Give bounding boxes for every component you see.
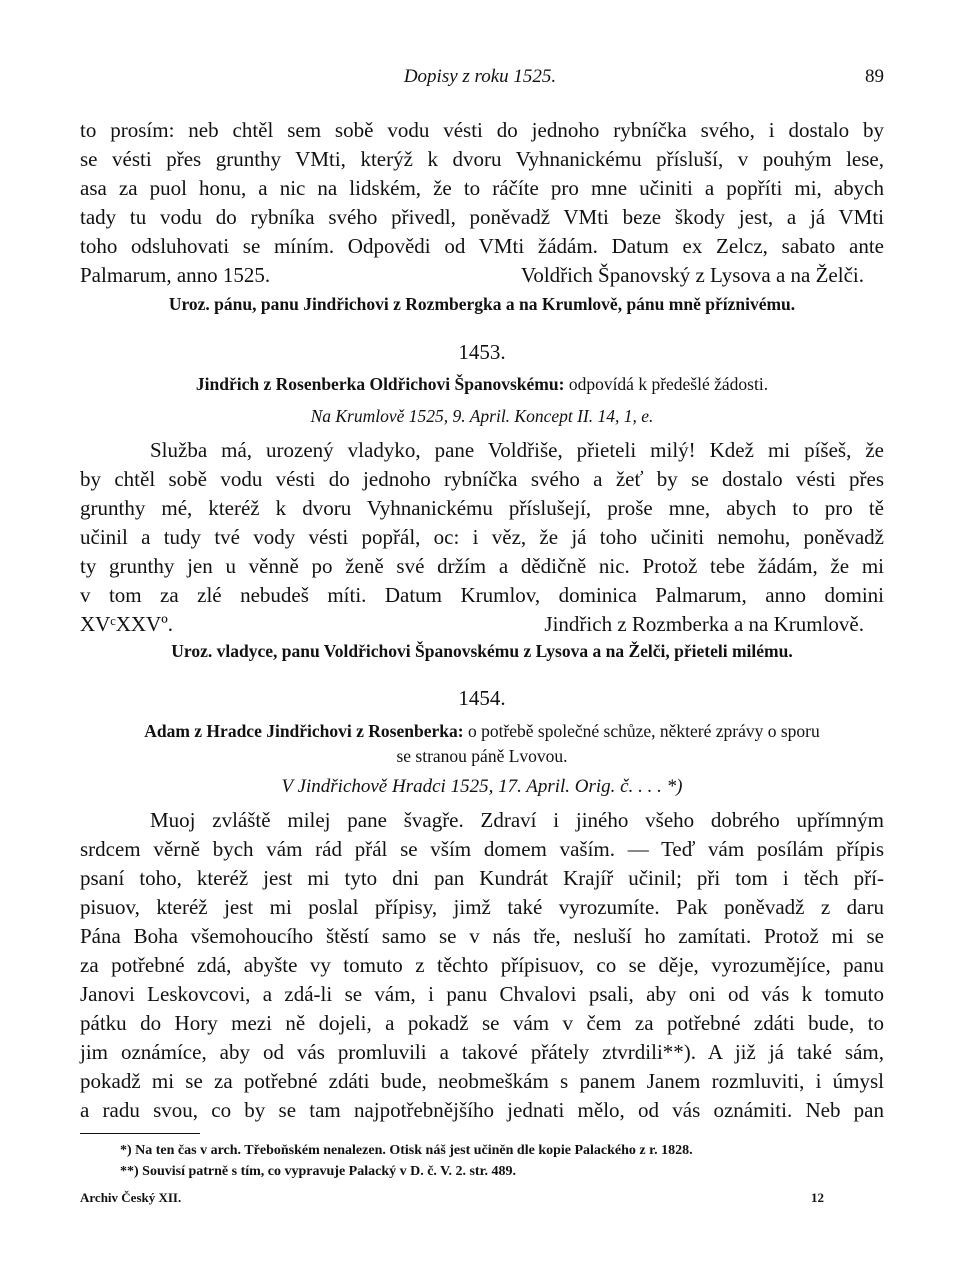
letter-prev-body (80, 116, 884, 290)
footer-sheet-number: 12 (811, 1190, 824, 1205)
closing-line (80, 610, 884, 639)
text-line: psaní toho, kteréž jest mi tyto dni pan Kundrát Krajíř učinil; při tom i těch pří- (80, 866, 884, 890)
text-line: Muoj zvláště milej pane švagře. Zdraví i jiného všeho dobrého upřímným (150, 808, 884, 832)
text-line: a radu svou, co by se tam najpotřebnějšího jednati mělo, od vás oznámiti. Neb pan (80, 1098, 884, 1122)
signature: Voldřich Španovský z Lysova a na Želči. (520, 263, 864, 287)
heading-summary: o potřebě společné schůze, některé zprávy o sporu (467, 721, 820, 741)
text-line: ty grunthy jen u věnně po ženě své držím a dědičně nic. Protož tebe žádám, že mi (80, 554, 884, 578)
text-line: Služba má, urozený vladyko, pane Voldřiše, přieteli milý! Kdež mi píšeš, že (150, 438, 884, 462)
text-line: srdcem věrně bych vám rád přál se vším domem vaším. — Teď vám posílám přípis (80, 837, 884, 861)
text-line: toho odsluhovati se míním. Odpovědi od VMti žádám. Datum ex Zelcz, sabato ante (80, 234, 884, 258)
text-line: tady tu vodu do rybníka svého přivedl, poněvadž VMti beze škody jest, a já VMti (80, 205, 884, 229)
closing-date: Palmarum, anno 1525. (80, 263, 271, 287)
text-line: jim oznámíce, aby od vás promluvili a takové přátely ztvrdili**). A již já také sám, (80, 1040, 884, 1064)
text-line: za potřebné zdá, abyšte vy tomuto z těchto přípisuov, co se děje, vyrozumějíce, panu (80, 953, 884, 977)
footnote: **) Souvisí patrně s tím, co vypravuje Palacký v D. č. V. 2. str. 489. (120, 1164, 517, 1179)
heading-persons: Jindřich z Rosenberka Oldřichovi Španovskému: (195, 374, 565, 394)
closing-date: XVᶜXXVº. (80, 612, 173, 636)
page-number: 89 (865, 66, 884, 87)
page-footer (80, 1190, 884, 1206)
letter-prev-address: Uroz. pánu, panu Jindřichovi z Rozmbergka a na Krumlově, pánu mně příznivému. (168, 294, 796, 314)
text-line: učinil a tudy tvé vody vésti popřál, oc: i věz, že já toho učiniti nemohu, poněvadž (80, 525, 884, 549)
letter-number: 1453. (458, 340, 506, 364)
letter-heading-cont: se stranou páně Lvovou. (396, 746, 568, 766)
text-line: v tom za zlé nebudeš míti. Datum Krumlov, dominica Palmarum, anno domini (80, 583, 884, 607)
letter-1454-body (80, 806, 884, 1125)
signature: Jindřich z Rozmberka a na Krumlově. (544, 612, 864, 636)
letter-heading (80, 721, 884, 742)
text-line: pokadž mi se za potřebné zdáti bude, neobmeškám s panem Janem rozmluviti, i úmysl (80, 1069, 884, 1093)
letter-1453-address: Uroz. vladyce, panu Voldřichovi Španovskému z Lysova a na Želči, přieteli milému. (171, 641, 793, 661)
running-title: Dopisy z roku 1525. (403, 66, 557, 87)
text-line: se vésti přes grunthy VMti, kterýž k dvoru Vyhnanickému přísluší, v pouhým lese, (80, 147, 884, 171)
letter-heading (80, 374, 884, 395)
heading-persons: Adam z Hradce Jindřichovi z Rosenberka: (144, 721, 464, 741)
text-line: pisuov, kteréž jest mi poslal přípisy, jimž také vyrozumíte. Pak poněvadž z daru (80, 895, 884, 919)
footnote-divider (80, 1133, 200, 1134)
letter-number: 1454. (458, 686, 506, 710)
text-line: grunthy mé, kteréž k dvoru Vyhnanickému příslušejí, proše mne, abych to pro tě (80, 496, 884, 520)
text-line: to prosím: neb chtěl sem sobě vodu vésti do jednoho rybníčka svého, i dostalo by (80, 118, 884, 142)
text-line: Pána Boha všemohoucího štěstí samo se v nás tře, nesluší ho zamítati. Protož mi se (80, 924, 884, 948)
text-line: asa za puol honu, a nic na lidském, že to ráčíte pro mne učiniti a popříti mi, abych (80, 176, 884, 200)
text-line: pátku do Hory mezi ně dojeli, a pokadž se vám v čem za potřebné zdáti bude, to (80, 1011, 884, 1035)
letter-source: Na Krumlově 1525, 9. April. Koncept II. 14, 1, e. (310, 406, 654, 426)
footnote: *) Na ten čas v arch. Třeboňském nenalezen. Otisk náš jest učiněn dle kopie Palackého z r. 1828. (120, 1143, 693, 1158)
footer-signature: Archiv Český XII. (80, 1190, 182, 1205)
text-line: Janovi Leskovcovi, a zdá-li se vám, i panu Chvalovi psali, aby oni od vás k tomuto (80, 982, 884, 1006)
text-line: by chtěl sobě vodu vésti do jednoho rybníčka svého a žeť by se dostalo vésti přes (80, 467, 884, 491)
letter-1453-body (80, 436, 884, 639)
closing-line (80, 261, 884, 290)
heading-summary: odpovídá k předešlé žádosti. (568, 374, 769, 394)
letter-source: V Jindřichově Hradci 1525, 17. April. Orig. č. . . . *) (281, 776, 683, 797)
